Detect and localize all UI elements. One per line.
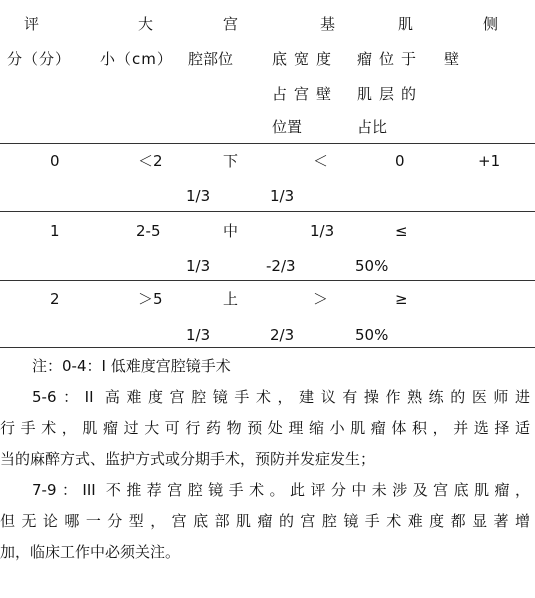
notes-block [0,351,530,568]
row-divider-2 [0,280,535,281]
row1-layer-top: ≤ [395,222,408,240]
header-position-label: 腔部位 [188,50,234,68]
note-high-difficulty-line2: 行手术，肌瘤过大可行药物预处理缩小肌瘤体积，并选择适 [0,419,530,437]
row0-base-top: ＜ [313,152,329,170]
row1-layer-bottom: 50% [355,257,389,275]
note-high-difficulty-line3: 当的麻醉方式、监护方式或分期手术，预防并发症发生； [0,450,376,468]
row0-size: ＜2 [138,152,163,170]
table-bottom-rule [0,347,535,348]
header-size-char: 大 [138,15,154,33]
row2-position-bottom: 1/3 [186,326,211,344]
header-position-char: 宫 [223,15,239,33]
row2-layer-bottom: 50% [355,326,389,344]
row1-base-top: 1/3 [310,222,335,240]
row-divider-1 [0,211,535,212]
header-base-char: 基 [320,15,336,33]
row0-layer: 0 [395,152,405,170]
header-base-label: 底宽度 [272,50,339,68]
header-divider [0,143,535,144]
header-size-label: 小（cm） [100,50,173,68]
header-score-label: 分（分） [7,50,72,68]
note-not-recommended-line1: 7-9：III 不推荐宫腔镜手术。此评分中未涉及宫底肌瘤， [32,481,530,499]
row1-position-bottom: 1/3 [186,257,211,275]
header-layer-char: 肌 [398,15,414,33]
note-high-difficulty-line1: 5-6：II 高难度宫腔镜手术，建议有操作熟练的医师进 [32,388,530,406]
note-low-difficulty: 注：0-4：I 低难度宫腔镜手术 [32,357,231,375]
header-base-label-3: 位置 [272,118,303,136]
row0-base-bottom: 1/3 [270,187,295,205]
row0-position-top: 下 [223,152,239,170]
row1-score: 1 [50,222,60,240]
header-side-char: 侧 [483,15,499,33]
header-base-label-2: 占宫壁 [272,85,339,103]
note-not-recommended-line3: 加，临床工作中必须关注。 [0,543,181,561]
row2-score: 2 [50,290,60,308]
row0-side: +1 [478,152,501,170]
row2-layer-top: ≥ [395,290,408,308]
row1-size: 2-5 [136,222,161,240]
row1-position-top: 中 [223,222,239,240]
row2-size: ＞5 [138,290,163,308]
header-side-label: 壁 [444,50,460,68]
header-layer-label: 瘤位于 [357,50,424,68]
row1-base-bottom: -2/3 [266,257,296,275]
note-not-recommended-line2: 但无论哪一分型，宫底部肌瘤的宫腔镜手术难度都显著增 [0,512,530,530]
header-score-char: 评 [24,15,40,33]
header-layer-label-2: 肌层的 [357,85,424,103]
row2-position-top: 上 [223,290,239,308]
row0-score: 0 [50,152,60,170]
row2-base-top: ＞ [313,290,329,308]
row0-position-bottom: 1/3 [186,187,211,205]
header-layer-label-3: 占比 [357,118,388,136]
row2-base-bottom: 2/3 [270,326,295,344]
